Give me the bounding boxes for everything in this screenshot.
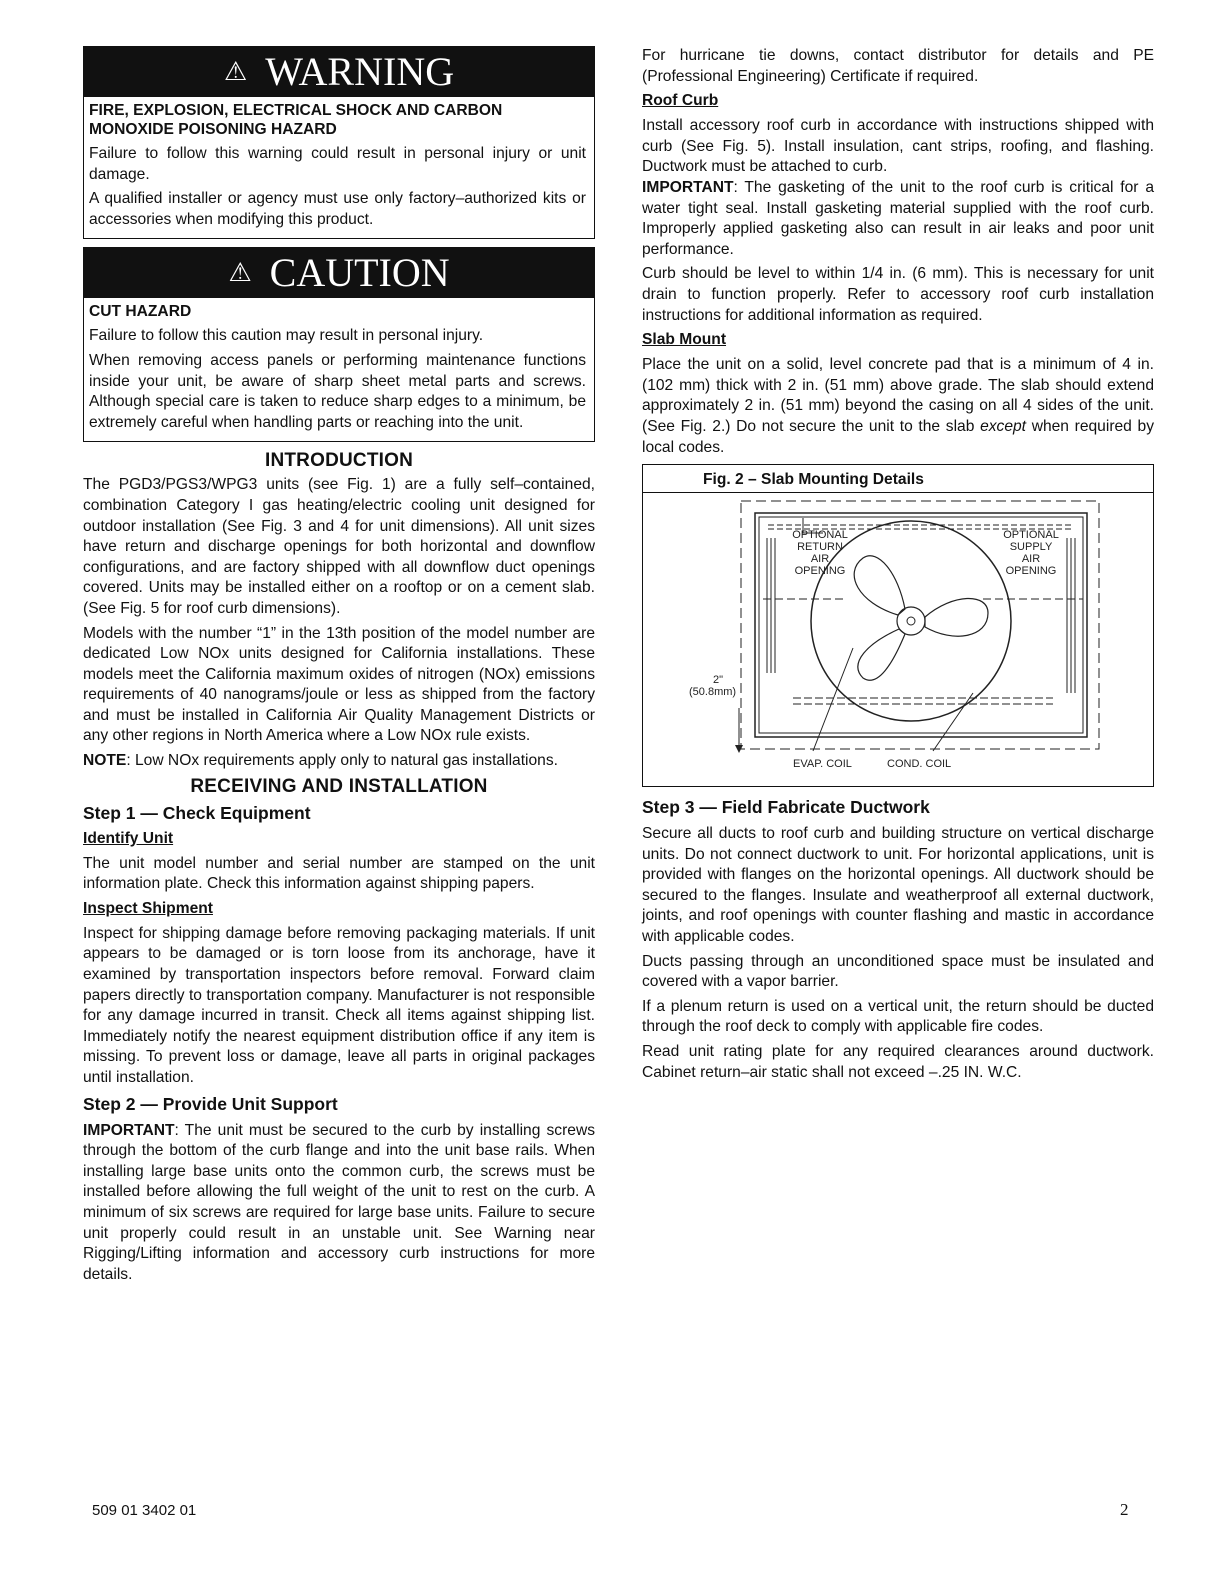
roof-important-body: : The gasketing of the unit to the roof curb is critical for a water tight seal. Install gasketing material supplied with the roof curb. Improperly applied gasketing also can result in air leaks and poor unit performance. xyxy=(642,178,1154,258)
introduction-note xyxy=(83,751,595,772)
warning-hazard: FIRE, EXPLOSION, ELECTRICAL SHOCK AND CARBON MONOXIDE POISONING HAZARD xyxy=(89,102,503,138)
roof-important-label: IMPORTANT xyxy=(642,178,734,196)
return-label-line-2: RETURN xyxy=(797,541,843,554)
step3-text-2: Ducts passing through an unconditioned space must be insulated and covered with a vapor barrier. xyxy=(642,952,1154,991)
step2-important-label: IMPORTANT xyxy=(83,1121,175,1139)
slab-text-b: when required by local codes. xyxy=(642,417,1154,456)
step3-heading: Step 3 — Field Fabricate Ductwork xyxy=(642,797,930,818)
supply-label-line-1: OPTIONAL xyxy=(1003,529,1059,542)
introduction-paragraph-1: The PGD3/PGS3/WPG3 units (see Fig. 1) are a fully self–contained, combination Category I gas heating/electric cooling unit designed for outdoor installation (See Fig. 3 and 4 for unit dimensions). All unit sizes have return and discharge openings for both horizontal and downflow configurations, and are factory shipped with all downflow duct openings covered. Units may be installed either on a rooftop or on a cement slab. (See Fig. 5 for roof curb dimensions). xyxy=(83,476,595,617)
cond-leader xyxy=(933,693,973,751)
dimension-metric: (50.8mm) xyxy=(689,686,737,699)
fan-blade-1 xyxy=(854,556,905,615)
caution-title: CAUTION xyxy=(269,250,450,296)
roof-curb-text-1: Install accessory roof curb in accordance with instructions shipped with curb (See Fig. 5). Install insulation, cant strips, roofing, and flashing. Ductwork must be attached to curb. xyxy=(642,117,1154,176)
warning-box xyxy=(83,46,595,239)
return-air-label xyxy=(792,529,848,577)
warning-text-1: Failure to follow this warning could result in personal injury or unit damage. xyxy=(89,145,586,183)
hurricane-text: For hurricane tie downs, contact distributor for details and PE (Professional Engineering) Certificate if required. xyxy=(642,47,1154,85)
warning-text-2: A qualified installer or agency must use only factory–authorized kits or accessories when modifying this product. xyxy=(89,190,586,228)
warning-title: WARNING xyxy=(265,49,455,94)
slab-mounting-diagram xyxy=(643,493,1152,785)
fan-center xyxy=(907,617,915,625)
inspect-shipment-text: Inspect for shipping damage before removing packaging materials. If unit appears to be damaged or is torn loose from its anchorage, have it examined by transportation inspectors before removal. Forward claim papers directly to transportation company. Manufacturer is not responsible for any damage incurred in transit. Check all items against shipping list. Immediately notify the nearest equipment distribution office if any item is missing. To prevent loss or damage, leave all parts in original packages until installation. xyxy=(83,924,595,1086)
right-column xyxy=(642,46,1154,1083)
supply-label-line-3: AIR xyxy=(1021,553,1041,566)
note-label: NOTE xyxy=(83,752,127,770)
warning-triangle-icon: ⚠ xyxy=(223,57,248,87)
slab-text-emphasis: except xyxy=(980,417,1027,435)
inspect-shipment-heading: Inspect Shipment xyxy=(83,899,213,917)
supply-air-label xyxy=(1003,529,1059,577)
evap-coil-label: EVAP. COIL xyxy=(793,758,852,771)
step3-text-4: Read unit rating plate for any required clearances around ductwork. Cabinet return–air static shall not exceed –.25 IN. W.C. xyxy=(642,1043,1154,1081)
caution-box xyxy=(83,247,595,442)
roof-curb-text-3: Curb should be level to within 1/4 in. (6 mm). This is necessary for unit drain to function properly. Refer to accessory roof curb installation instructions for additional information as required. xyxy=(642,265,1154,324)
return-side-hatching xyxy=(767,538,775,673)
fan-blade-2 xyxy=(925,599,988,637)
slab-mount-text xyxy=(642,355,1154,458)
identify-unit-heading: Identify Unit xyxy=(83,829,174,847)
caution-text-2: When removing access panels or performing maintenance functions inside your unit, be aware of sharp sheet metal parts and screws. Although special care is taken to reduce sharp edges to a minimum, be extremely careful when handling parts or reaching into the unit. xyxy=(89,351,586,431)
caution-hazard: CUT HAZARD xyxy=(89,303,192,321)
supply-label-line-2: SUPPLY xyxy=(1009,541,1053,554)
step3-text-1: Secure all ducts to roof curb and building structure on vertical discharge units. Do not connect ductwork to unit. For horizontal applications, unit is provided with flanges on the horizontal openings. All ductwork should be secured to the flanges. Insulate and weatherproof all external ductwork, joints, and roof openings with counter flashing and mastic in accordance with applicable codes. xyxy=(642,825,1154,946)
evap-leader xyxy=(813,648,853,751)
return-label-line-3: AIR xyxy=(810,553,830,566)
step2-body: : The unit must be secured to the curb by installing screws through the bottom of the curb flange and into the unit base rails. When installing large base units onto the common curb, the screws must be installed before allowing the full weight of the unit to rest on the curb. A minimum of six screws are required for large base units. Failure to secure unit properly could result in an unstable unit. See Warning near Rigging/Lifting information and accessory curb instructions for more details. xyxy=(83,1121,595,1283)
caution-triangle-icon: ⚠ xyxy=(228,258,252,289)
introduction-paragraph-2: Models with the number “1” in the 13th position of the model number are dedicated Low NOx units designed for California installations. These models meet the California maximum oxides of nitrogen (NOx) emissions requirements of 40 nanograms/joule or less as shipped from the factory and must be installed in California Air Quality Management Districts or any other regions in North America where a Low NOx rule exists. xyxy=(83,624,595,745)
introduction-heading: INTRODUCTION xyxy=(264,450,414,472)
slab-text-a: Place the unit on a solid, level concrete pad that is a minimum of 4 in. (102 mm) thick with 2 in. (51 mm) above grade. The slab should extend approximately 2 in. (51 mm) beyond the casing on all 4 sides of the unit. (See Fig. 2.) Do not secure the unit to the slab xyxy=(642,356,1154,435)
step1-heading: Step 1 — Check Equipment xyxy=(83,802,311,823)
step2-text xyxy=(83,1121,595,1286)
caution-header xyxy=(84,248,594,298)
supply-side-hatching xyxy=(1067,538,1075,693)
roof-curb-text-2 xyxy=(642,178,1154,260)
step2-heading: Step 2 — Provide Unit Support xyxy=(83,1093,338,1114)
roof-curb-heading: Roof Curb xyxy=(642,92,719,110)
step3-text-3: If a plenum return is used on a vertical unit, the return should be ducted through the roof deck to comply with applicable fire codes. xyxy=(642,997,1154,1036)
return-label-line-4: OPENING xyxy=(794,565,846,578)
figure-slab-mounting xyxy=(642,464,1154,787)
note-text: : Low NOx requirements apply only to natural gas installations. xyxy=(126,752,558,770)
document-code: 509 01 3402 01 xyxy=(92,1502,197,1519)
figure-title: Fig. 2 – Slab Mounting Details xyxy=(643,465,1153,493)
warning-header xyxy=(84,47,594,97)
slab-mount-heading: Slab Mount xyxy=(642,331,727,349)
dimension-value: 2" xyxy=(713,674,724,687)
supply-label-line-4: OPENING xyxy=(1005,565,1057,578)
caution-text-1: Failure to follow this caution may result in personal injury. xyxy=(89,327,484,345)
page-number: 2 xyxy=(1120,1500,1129,1519)
left-column xyxy=(83,46,595,1285)
return-label-line-1: OPTIONAL xyxy=(792,529,848,542)
receiving-heading: RECEIVING AND INSTALLATION xyxy=(190,775,488,797)
fan-blade-3 xyxy=(858,629,905,680)
cond-coil-label: COND. COIL xyxy=(887,758,952,771)
identify-unit-text: The unit model number and serial number are stamped on the unit information plate. Check this information against shipping papers. xyxy=(83,854,595,893)
